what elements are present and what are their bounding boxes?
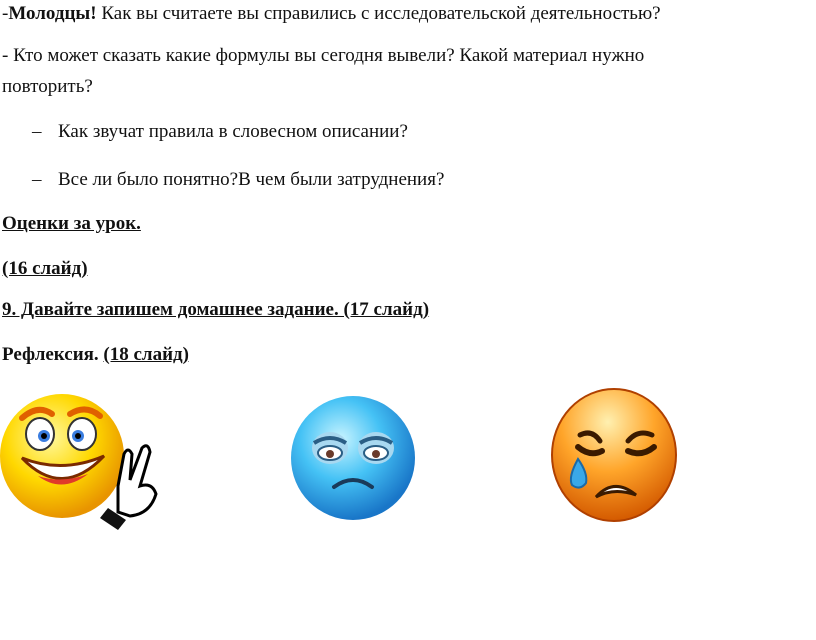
happy-peace-emoji-icon (0, 390, 165, 535)
crying-orange-emoji-icon (550, 385, 680, 525)
formulas-question-line1: - Кто может сказать какие формулы вы сегодня вывели? Какой материал нужно (2, 45, 645, 66)
bullet-difficulties (32, 168, 444, 192)
praise-question (2, 2, 661, 26)
reflection-line (2, 343, 189, 367)
reflection-slide: (18 слайд) (103, 344, 189, 365)
praise-word: Молодцы! (8, 3, 97, 24)
reflection-label: Рефлексия. (2, 344, 99, 365)
bullet-rules (32, 120, 408, 144)
praise-rest: Как вы считаете вы справились с исследовательской деятельностью? (96, 3, 661, 24)
praise-prefix: - (2, 3, 9, 24)
formulas-question-line2: повторить? (2, 76, 93, 97)
homework-heading: 9. Давайте запишем домашнее задание. (17 слайд) (2, 299, 430, 320)
bullet-dash: – (32, 121, 42, 142)
bullet-text: Как звучат правила в словесном описании? (58, 121, 408, 142)
slide16-label: (16 слайд) (2, 258, 88, 279)
grades-heading: Оценки за урок. (2, 213, 141, 234)
sad-blue-emoji-icon (288, 393, 418, 523)
bullet-text: Все ли было понятно?В чем были затруднения? (58, 169, 445, 190)
bullet-dash: – (32, 169, 42, 190)
